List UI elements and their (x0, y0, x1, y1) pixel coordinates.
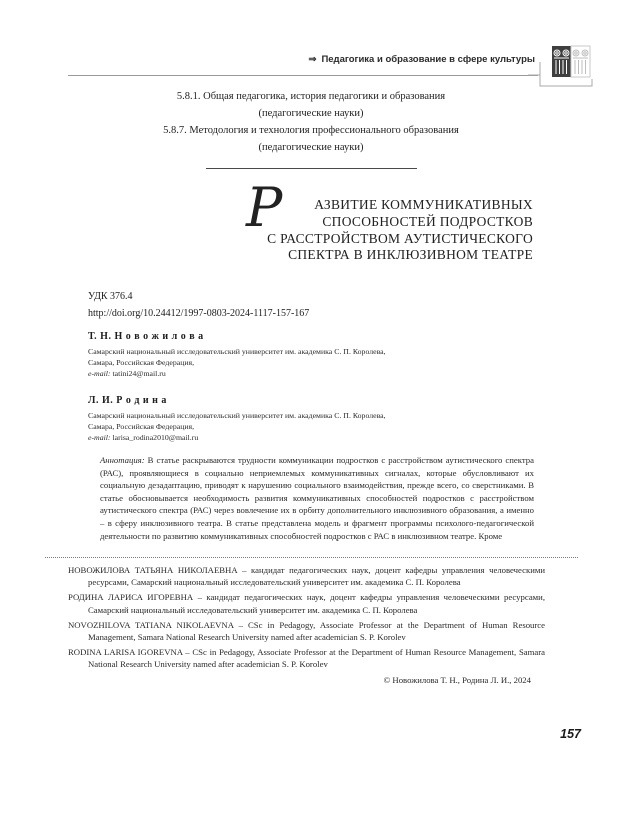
abstract-label: Аннотация: (100, 455, 145, 465)
author-bio-ru: РОДИНА ЛАРИСА ИГОРЕВНА – кандидат педагогических наук, доцент кафедры управления человеческими ресурсами, Самарский национальный исследовательский университет им. академика С. П. Королева (68, 592, 545, 615)
author-affiliation (88, 346, 518, 379)
author-bio-en: NOVOZHILOVA TATIANA NIKOLAEVNA – CSc in Pedagogy, Associate Professor at the Department of Human Resource Management, Samara National Research University named after academician S. P. Korolev (68, 619, 545, 643)
dotted-separator (45, 557, 578, 558)
classification-line: (педагогические науки) (258, 108, 364, 119)
copyright-line: © Новожилова Т. Н., Родина Л. И., 2024 (383, 674, 531, 685)
author-email-line (88, 368, 518, 379)
section-divider (206, 168, 417, 169)
affiliation-line: Самарский национальный исследовательский университет им. академика С. П. Королева, (88, 411, 386, 420)
title-line: СПОСОБНОСТЕЙ ПОДРОСТКОВ (322, 213, 533, 229)
email-label: e-mail: (88, 369, 111, 378)
article-title (267, 197, 533, 264)
title-drop-cap: Р (246, 176, 283, 239)
abstract-paragraph (100, 454, 534, 542)
double-arrow-icon: ⇒ (308, 54, 317, 65)
author-email-line (88, 432, 518, 443)
running-head (308, 54, 535, 65)
running-head-label: Педагогика и образование в сфере культуры (321, 54, 535, 65)
author-name: Л. И. Р о д и н а (88, 395, 167, 406)
journal-logo-icon (528, 42, 598, 92)
header-rule (68, 75, 538, 76)
author-bio-ru: НОВОЖИЛОВА ТАТЬЯНА НИКОЛАЕВНА – кандидат педагогических наук, доцент кафедры управления человеческими ресурсами, Самарский национальный исследовательский университет им. академика С. П. Королева (68, 565, 545, 588)
classification-block (0, 88, 622, 156)
email-label: e-mail: (88, 433, 111, 442)
classification-line: (педагогические науки) (258, 142, 364, 153)
doi-link[interactable]: http://doi.org/10.24412/1997-0803-2024-1117-157-167 (88, 308, 310, 319)
abstract-text: В статье раскрываются трудности коммуникации подростков с расстройством аутистического спектра (РАС), проявляющиеся в социально неприемлемых коммуникативных сигналах, которые обусловливают их социальную дезадаптацию, приводят к нарушению социального взаимодействия, прежде всего, со сверстниками. В статье обосновывается необходимость развития коммуникативных способностей подростков с расстройством аутистического спектра (РАС) через вовлечение их в орбиту дополнительного инклюзивного образования, а именно – в сферу инклюзивного театра. В статье представлена модель и фрагмент программы психолого-педагогической деятельности по развитию коммуникативных способностей подростков с РАС в инклюзивном театре. Кроме (100, 455, 534, 541)
author-block (88, 395, 518, 443)
title-line: СПЕКТРА В ИНКЛЮЗИВНОМ ТЕАТРЕ (288, 247, 533, 263)
author-affiliation (88, 410, 518, 443)
affiliation-line: Самара, Российская Федерация, (88, 422, 195, 431)
udc-doi-block (88, 288, 309, 322)
author-name: Т. Н. Н о в о ж и л о в а (88, 331, 204, 342)
title-line: АЗВИТИЕ КОММУНИКАТИВНЫХ (314, 197, 533, 212)
affiliation-line: Самара, Российская Федерация, (88, 358, 195, 367)
author-block (88, 331, 518, 379)
classification-line: 5.8.7. Методология и технология профессионального образования (163, 125, 459, 136)
classification-line: 5.8.1. Общая педагогика, история педагогики и образования (176, 91, 446, 102)
affiliation-line: Самарский национальный исследовательский университет им. академика С. П. Королева, (88, 347, 386, 356)
udc-code: УДК 376.4 (88, 291, 133, 302)
email-address[interactable]: larisa_rodina2010@mail.ru (112, 433, 199, 442)
title-line: С РАССТРОЙСТВОМ АУТИСТИЧЕСКОГО (267, 230, 533, 246)
email-address[interactable]: tatini24@mail.ru (112, 369, 166, 378)
author-bio-en: RODINA LARISA IGOREVNA – CSc in Pedagogy, Associate Professor at the Department of Human Resource Management, Samara National Research University named after academician S. P. Korolev (68, 647, 545, 670)
author-bios-block (68, 564, 545, 689)
page-number: 157 (560, 727, 581, 741)
